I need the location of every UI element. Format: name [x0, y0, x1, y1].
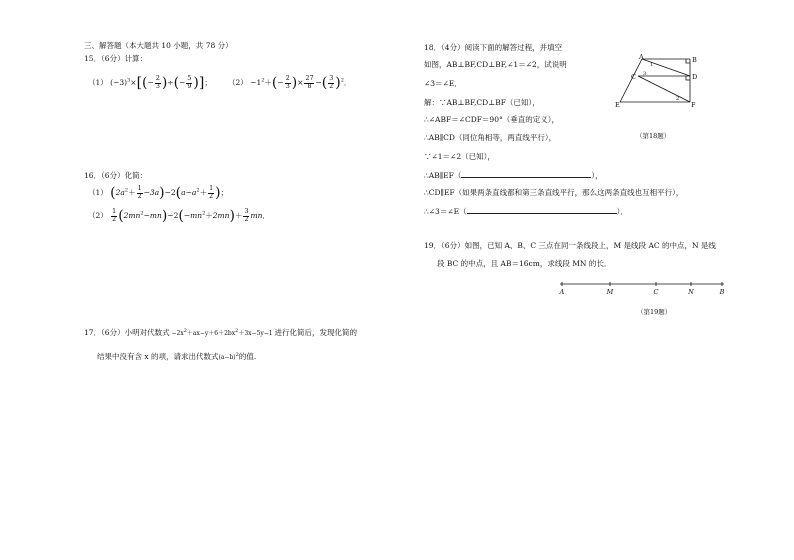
q18-step6: ∴CD∥EF（如果两条直线都和第三条直线平行，那么这两条直线也互相平行），	[424, 188, 684, 197]
q15-part1-label: （1）	[88, 78, 108, 87]
q17-line2-text: 结果中没有含 x 的项，请求出代数式	[97, 352, 219, 361]
q18-fig-angle-1: 1	[650, 62, 654, 68]
q18-fig-label-a: A	[639, 54, 644, 61]
q18-step5-prefix: ∴AB∥EF（	[424, 171, 462, 180]
q19-point-n: N	[688, 288, 694, 296]
q18-step3: ∴AB∥CD（同位角相等，两直线平行），	[424, 133, 557, 142]
q18-figure	[612, 54, 702, 109]
q18-step5-suffix: ），	[591, 171, 603, 180]
q19-line1: 19．（6分）如图，已知 A、B、C 三点在同一条线段上，M 是线段 AC 的中点，N 是线	[424, 241, 716, 250]
q18-step4: ∵∠1＝∠2（已知），	[424, 152, 495, 161]
q19-figure	[552, 280, 732, 298]
q18-fig-label-c: C	[631, 73, 636, 81]
q18-caption: （第18题）	[636, 132, 671, 140]
q18-fig-label-f: F	[691, 101, 696, 109]
q18-step2: ∴∠ABF＝∠CDF＝90°（垂直的定义），	[424, 115, 559, 124]
q16-part2-label: （2）	[88, 211, 108, 220]
q17-line1: 17．（6分）小明对代数式 $-2x^2+ax-y+6+2bx^2+3x-5y-1$ 进行化简后，发现化简的	[84, 328, 358, 337]
q15-heading: 15．（6分）计算：	[84, 54, 148, 63]
q18-given: 如图，AB⊥BF,CD⊥BF,∠1＝∠2，试说明	[424, 60, 567, 69]
q17-line2-tail: 的值.	[238, 352, 257, 361]
q18-step1: 解：∵AB⊥BF,CD⊥BF（已知），	[424, 98, 540, 107]
q18-step7	[424, 206, 628, 216]
q15-part2-label: （2）	[228, 78, 248, 87]
q18-fig-angle-3: 3	[643, 71, 647, 77]
q18-fig-angle-2: 2	[676, 96, 680, 102]
q18-step5-blank[interactable]	[461, 170, 591, 178]
q19-point-c: C	[653, 288, 659, 296]
q19-point-a: A	[559, 288, 565, 296]
q15-part2: $(2) -1^2+(-$ $\frac{2}{3}$ )× $\frac{27}{8}$ −( $\frac{3}{2}$ )$^2$．	[228, 75, 352, 91]
q18-heading: 18．（4分）阅读下面的解答过程，并填空	[424, 43, 563, 52]
q16-part1: （1） ($2a^2+$ $\frac{1}{2}$ $-3a)-2(a-a^2+$ $\frac{1}{2}$ )；	[88, 185, 229, 201]
q17-line2: 结果中没有含 x 的项，请求出代数式$(a-b)^2$的值.	[97, 352, 257, 361]
q18-target: ∠3＝∠E．	[424, 79, 462, 88]
q17-line1-tail: 进行化简后，发现化简的	[274, 328, 358, 337]
q16-heading: 16．（6分）化简：	[84, 171, 148, 180]
section-title: 三、解答题（本大题共 10 小题，共 78 分）	[84, 41, 233, 50]
q16-part2: （2） $\frac{1}{2}$ $(2mn^2-mn)-2(-mn^2+2mn)+$ $\frac{3}{2}$ mn．	[88, 208, 270, 224]
q19-caption: （第19题）	[637, 308, 672, 316]
q16-part1-label: （1）	[88, 188, 108, 197]
q19-point-m: M	[606, 288, 614, 296]
q15-part1: （1） $(-3)^3\times[(-$ $\frac{2}{3}$ )÷(− $\frac{5}{9}$ )]；	[88, 75, 212, 91]
q18-fig-label-b: B	[692, 56, 697, 64]
q18-step7-blank[interactable]	[467, 206, 617, 214]
q19-point-b: B	[719, 288, 725, 296]
q18-fig-label-e: E	[615, 101, 620, 109]
q18-step7-prefix: ∴∠3＝∠E（	[424, 207, 467, 216]
q18-step5	[424, 170, 603, 180]
q18-fig-label-d: D	[692, 73, 698, 81]
q19-line2: 段 BC 的中点，且 AB＝16cm，求线段 MN 的长．	[437, 259, 612, 268]
q17-line1-text: 17．（6分）小明对代数式	[84, 328, 170, 337]
q18-step7-suffix: ）．	[616, 207, 628, 216]
